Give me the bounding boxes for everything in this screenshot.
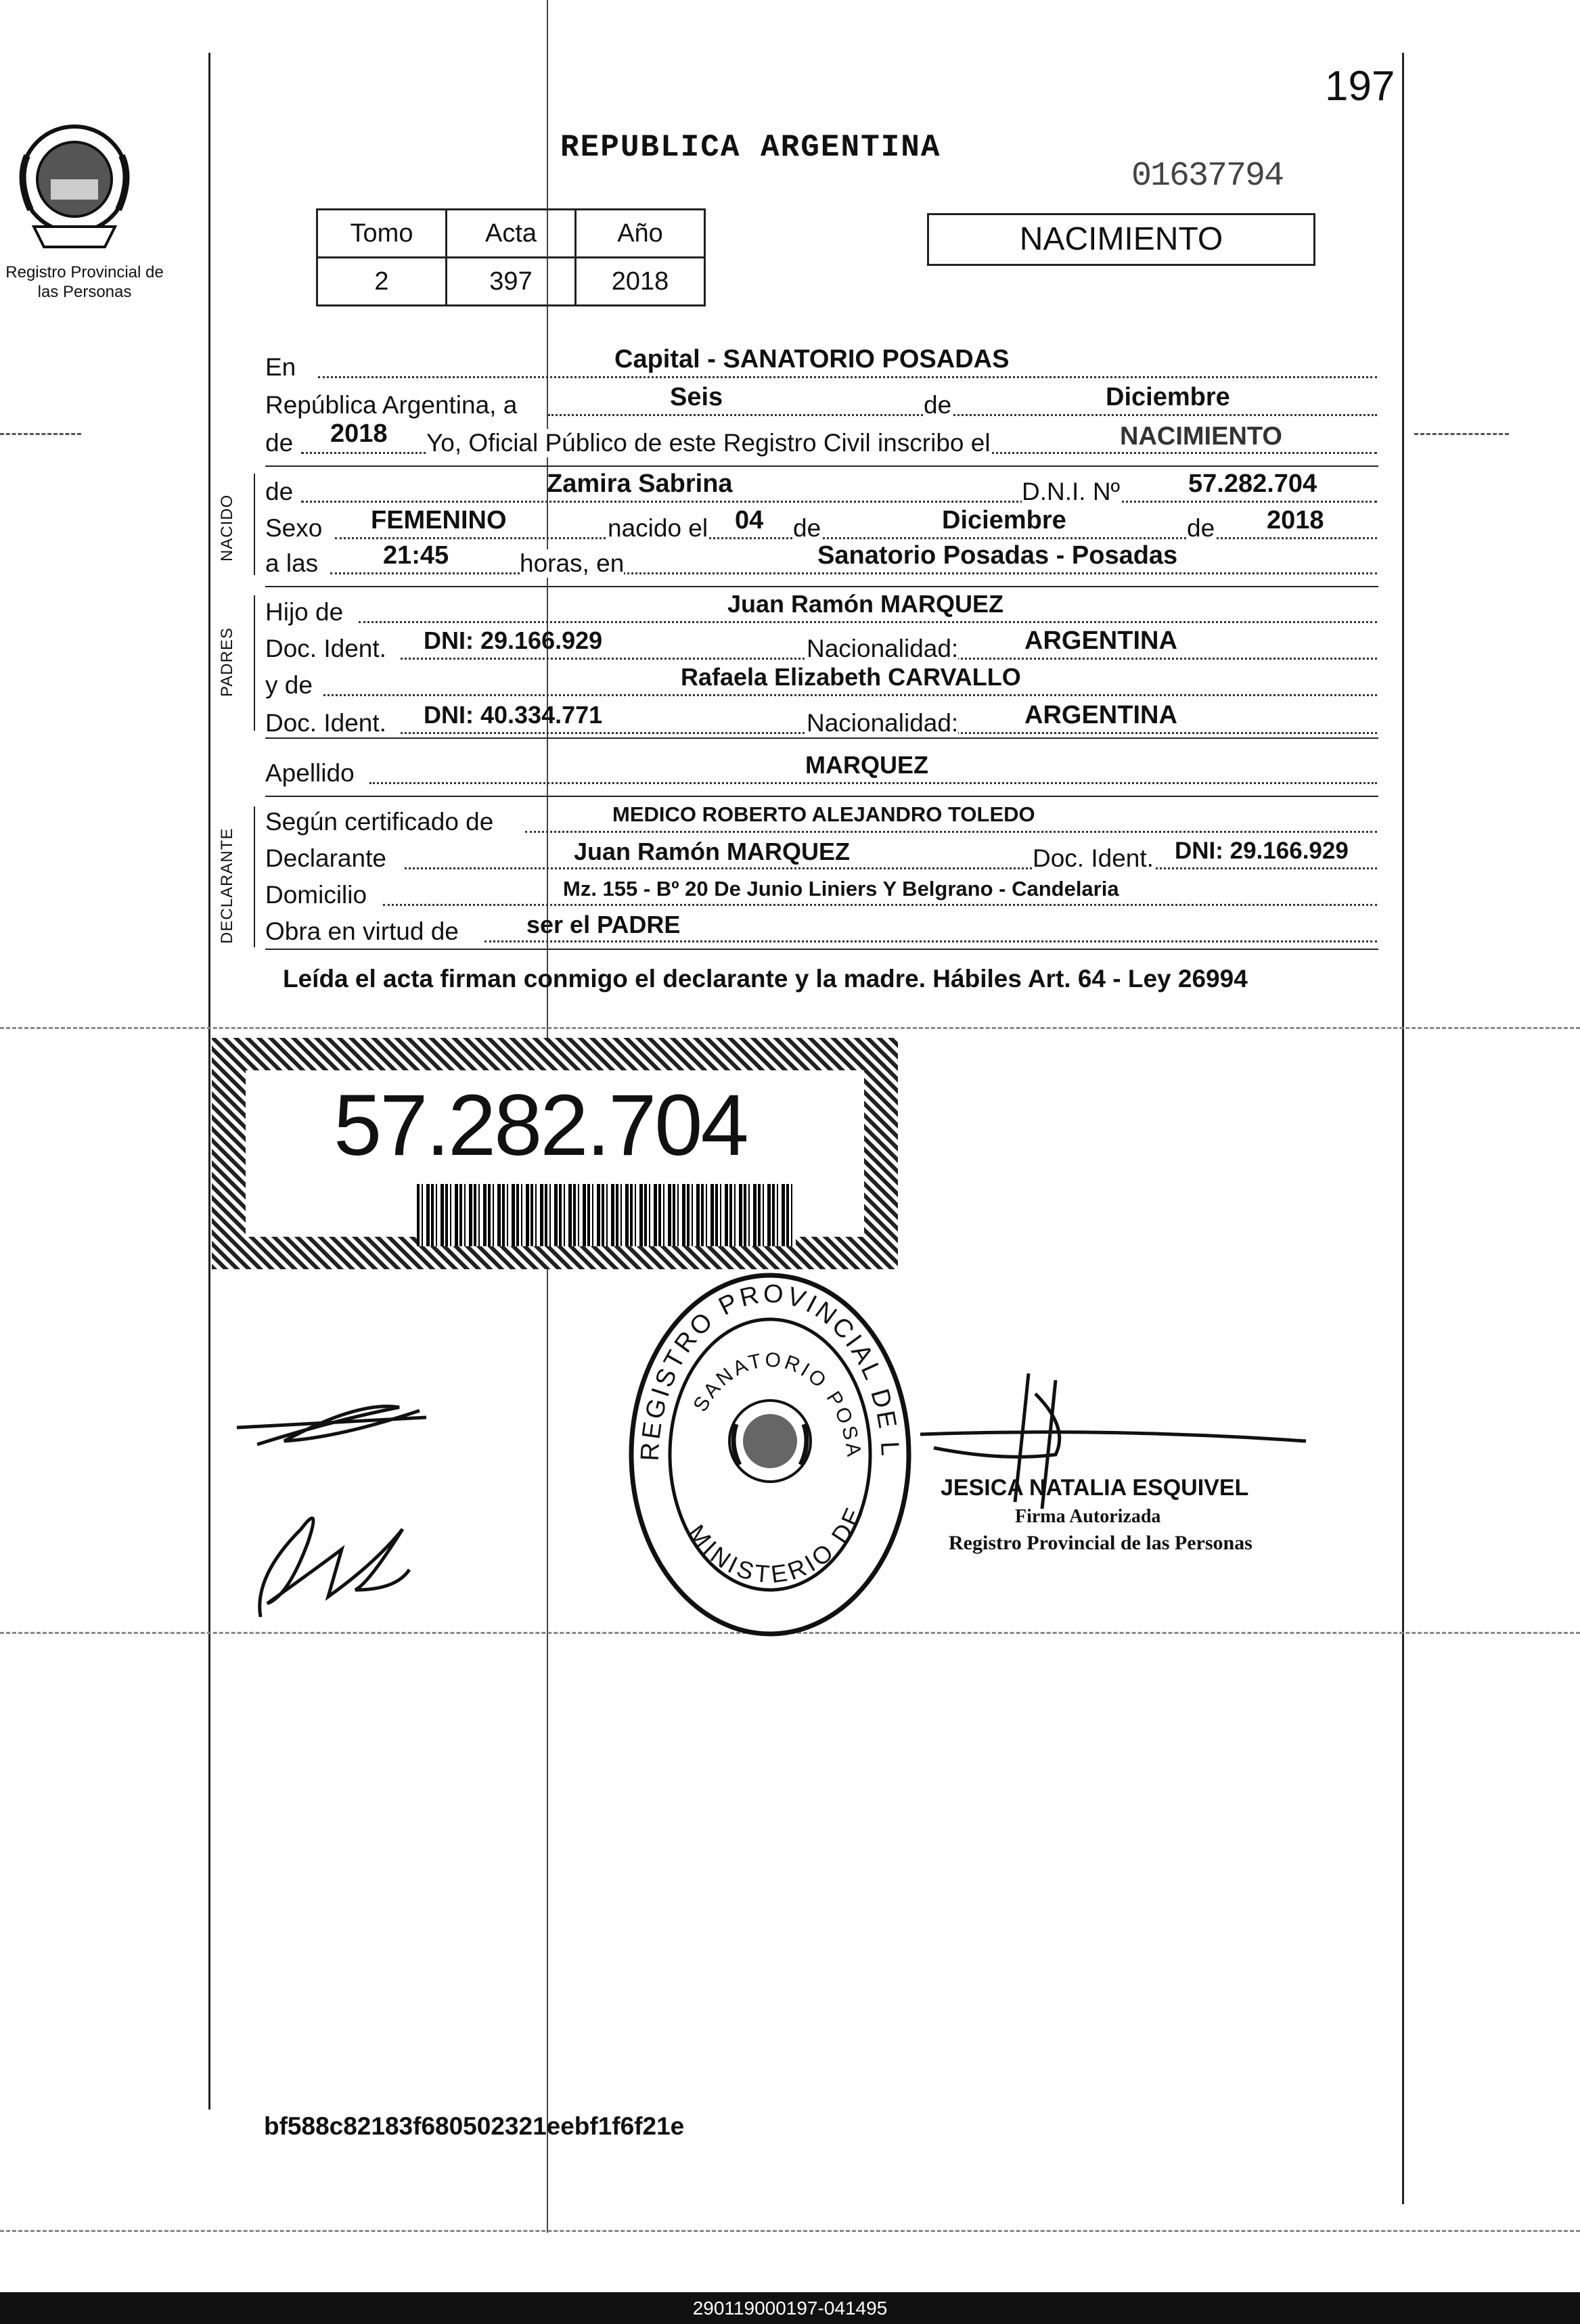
record-nac-mes: Diciembre (942, 506, 1066, 534)
side-label-padres: PADRES (218, 627, 236, 697)
record-padre-nac: ARGENTINA (1024, 626, 1177, 655)
record-dni: 57.282.704 (1188, 470, 1317, 498)
fold-mark (1414, 433, 1509, 435)
declarant-signature (230, 1380, 433, 1461)
section-divider (265, 586, 1378, 587)
fold-mark (0, 1027, 1580, 1029)
label-declarante: Declarante (265, 844, 386, 872)
record-dia: Seis (670, 383, 723, 411)
closing-text: Leída el acta firman conmigo el declarante y la madre. Hábiles Art. 64 - Ley 26994 (283, 965, 1248, 993)
doc-type: NACIMIENTO (1019, 221, 1223, 257)
dots (405, 867, 1377, 869)
dots (383, 904, 1377, 906)
document-hash: bf588c82183f680502321eebf1f6f21e (264, 2112, 685, 2140)
side-label-declarante: DECLARANTE (218, 827, 236, 944)
dots (359, 621, 1377, 623)
right-margin-line (1402, 53, 1404, 2204)
label-dni: D.N.I. Nº (1022, 478, 1121, 505)
label-horas-en: horas, en (520, 549, 625, 577)
dots (318, 376, 1377, 378)
record-certificado: MEDICO ROBERTO ALEJANDRO TOLEDO (612, 802, 1035, 826)
province-logo (14, 115, 135, 257)
label-nacionalidad: Nacionalidad: (807, 635, 959, 662)
record-inscripcion: NACIMIENTO (1120, 422, 1282, 451)
section-divider (265, 465, 1378, 467)
record-padre-doc: DNI: 29.166.929 (424, 626, 603, 654)
record-nac-anio: 2018 (1267, 506, 1324, 534)
label-a-las: a las (265, 549, 319, 577)
label-y-de: y de (265, 671, 313, 699)
label-de: de (265, 478, 294, 505)
doc-type-box (927, 213, 1315, 266)
label-domicilio: Domicilio (265, 881, 367, 909)
ids-table (316, 208, 706, 306)
dots (335, 537, 1377, 539)
label-apellido: Apellido (265, 759, 355, 787)
signatory-role: Firma Autorizada (1015, 1506, 1161, 1527)
record-declarante-doc: DNI: 29.166.929 (1175, 838, 1349, 864)
official-stamp (628, 1272, 912, 1637)
section-bracket (254, 474, 255, 575)
dots (484, 940, 1377, 942)
ids-value-acta: 397 (447, 258, 576, 306)
fold-mark (0, 2230, 1580, 2232)
record-declarante: Juan Ramón MARQUEZ (574, 838, 851, 865)
ids-value-anio: 2018 (576, 258, 705, 306)
fold-mark (0, 433, 81, 435)
section-bracket (254, 806, 255, 947)
section-bracket (254, 595, 255, 731)
control-number: 01637794 (1131, 157, 1284, 196)
label-doc-ident: Doc. Ident. (265, 709, 386, 737)
section-divider (265, 737, 1378, 739)
record-lugar-nac: Sanatorio Posadas - Posadas (817, 541, 1178, 570)
dots (525, 831, 1377, 833)
stamp-inner-top: SANATORIO POSA (689, 1348, 865, 1461)
record-domicilio: Mz. 155 - Bº 20 De Junio Liniers Y Belgrano - Candelaria (563, 877, 1119, 901)
dots (548, 414, 1377, 416)
label-de: de (924, 391, 952, 419)
record-anio: 2018 (330, 419, 388, 448)
record-nombre: Zamira Sabrina (547, 470, 733, 498)
signatory-name: JESICA NATALIA ESQUIVEL (941, 1475, 1249, 1501)
label-nacionalidad: Nacionalidad: (807, 709, 959, 737)
record-obra: ser el PADRE (526, 911, 681, 938)
barcode (417, 1184, 796, 1246)
dni-sticker (212, 1038, 898, 1269)
ids-header-anio: Año (576, 210, 705, 258)
label-hijo-de: Hijo de (265, 598, 344, 626)
side-label-nacido: NACIDO (218, 494, 236, 562)
dots (369, 782, 1377, 784)
label-de: de (265, 429, 294, 457)
record-apellido: MARQUEZ (805, 751, 928, 779)
label-obra: Obra en virtud de (265, 917, 459, 945)
ids-header-acta: Acta (447, 210, 576, 258)
dots (330, 572, 1377, 574)
left-margin-line (208, 53, 210, 2110)
stamp-outer-bottom: MINISTERIO DE (682, 1501, 870, 1589)
sticker-inner (246, 1070, 864, 1237)
label-en: En (265, 353, 296, 381)
signatory-org: Registro Provincial de las Personas (949, 1532, 1252, 1554)
footer-code: 290119000197-041495 (692, 2298, 888, 2319)
section-divider (265, 796, 1378, 797)
record-sexo: FEMENINO (371, 506, 507, 534)
record-mes: Diciembre (1106, 383, 1230, 411)
registry-name: Registro Provincial de las Personas (5, 263, 164, 301)
dots (301, 501, 1377, 503)
label-doc-ident-decl: Doc. Ident. (1033, 844, 1154, 872)
dni-number: 57.282.704 (334, 1077, 747, 1174)
footer-bar (0, 2292, 1580, 2324)
label-doc-ident: Doc. Ident. (265, 635, 386, 662)
label-de: de (1187, 514, 1215, 542)
record-nac-dia: 04 (735, 506, 764, 534)
label-nacido-el: nacido el (608, 514, 708, 542)
label-rep-arg: República Argentina, a (265, 391, 518, 419)
ids-value-tomo: 2 (317, 258, 447, 306)
record-madre: Rafaela Elizabeth CARVALLO (681, 663, 1021, 691)
record-lugar: Capital - SANATORIO POSADAS (614, 345, 1010, 373)
label-segun: Según certificado de (265, 808, 494, 836)
record-padre: Juan Ramón MARQUEZ (727, 590, 1004, 618)
stamp-outer-top: REGISTRO PROVINCIAL DE L (635, 1279, 905, 1462)
country-title: REPUBLICA ARGENTINA (560, 130, 941, 165)
dots (323, 694, 1377, 696)
mother-signature (240, 1488, 416, 1624)
page-number: 197 (1325, 63, 1395, 110)
record-madre-nac: ARGENTINA (1024, 701, 1177, 729)
label-year-line: Yo, Oficial Público de este Registro Civil inscribo el (426, 429, 991, 457)
record-madre-doc: DNI: 40.334.771 (424, 701, 603, 729)
section-divider (265, 949, 1378, 950)
ids-header-tomo: Tomo (317, 210, 447, 258)
label-de: de (793, 514, 821, 542)
label-sexo: Sexo (265, 514, 323, 542)
record-hora: 21:45 (383, 541, 449, 570)
